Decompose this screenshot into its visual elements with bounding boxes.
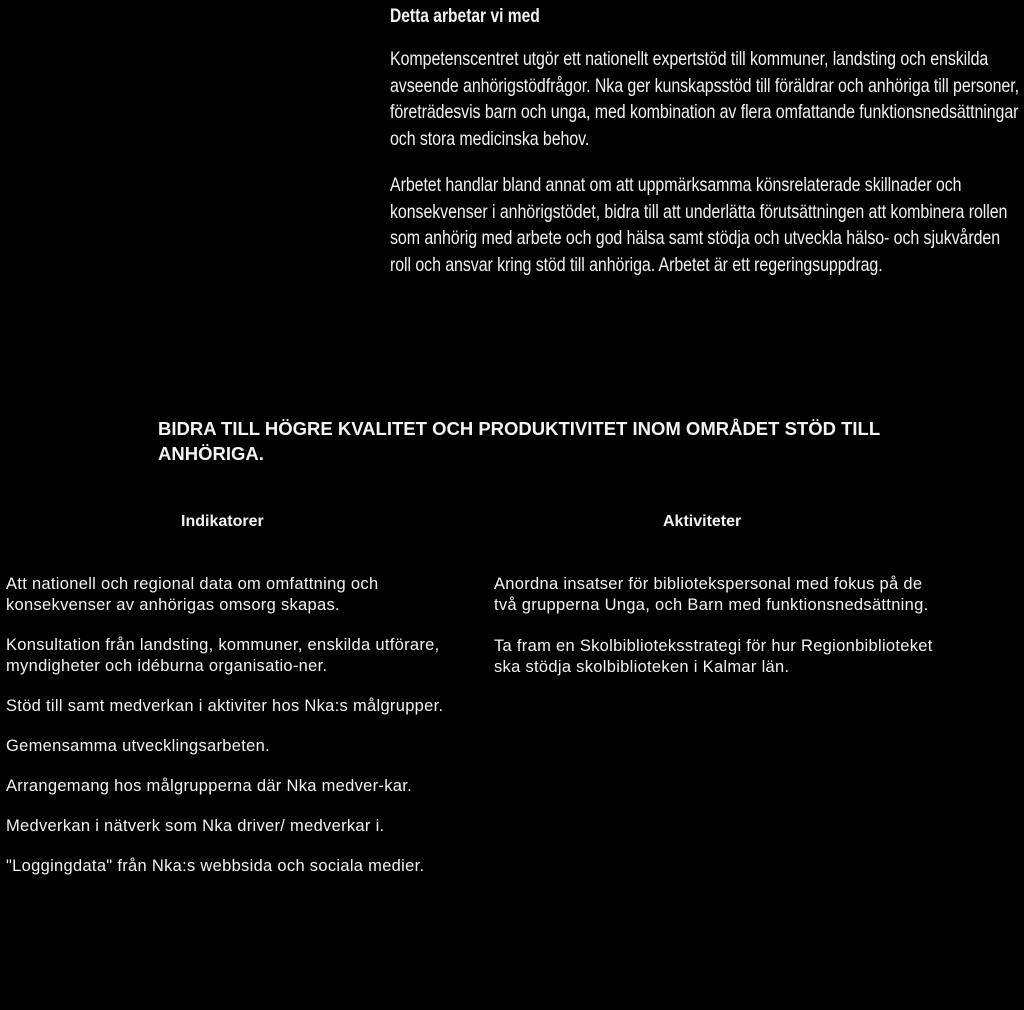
indicator-item: Medverkan i nätverk som Nka driver/ medverkar i. xyxy=(6,817,385,835)
indicator-item: Stöd till samt medverkan i aktiviter hos Nka:s målgrupper. xyxy=(6,697,444,715)
goal-heading: BIDRA TILL HÖGRE KVALITET OCH PRODUKTIVITET INOM OMRÅDET STÖD TILL ANHÖRIGA. xyxy=(158,418,880,464)
indicator-item: Att nationell och regional data om omfattning och konsekvenser av anhörigas omsorg skapas. xyxy=(6,575,379,614)
activity-item: Ta fram en Skolbiblioteksstrategi för hur Regionbiblioteket ska stödja skolbiblioteken i Kalmar län. xyxy=(494,637,933,676)
intro-paragraph: Arbetet handlar bland annat om att uppmärksamma könsrelaterade skillnader och konsekvenser i anhörigstödet, bidra till att underlätta förutsättningen att kombinera rollen som anhörig med arbete och god hälsa samt stödja och utveckla hälso- och sjukvården roll och ansvar kring stöd till anhöriga. Arbetet är ett regeringsuppdrag. xyxy=(390,174,1008,276)
activities-list xyxy=(494,574,934,698)
intro-paragraph: Kompetenscentret utgör ett nationellt expertstöd till kommuner, landsting och enskilda avseende anhörigstödfrågor. Nka ger kunskapsstöd till föräldrar och anhöriga till personer, företrädesvis barn och unga, med kombination av flera omfattande funktionsnedsättningar och stora medicinska behov. xyxy=(390,48,1019,150)
intro-section xyxy=(390,4,1020,298)
activities-heading: Aktiviteter xyxy=(663,513,742,530)
indicators-heading: Indikatorer xyxy=(181,513,264,530)
intro-heading: Detta arbetar vi med xyxy=(390,6,540,27)
indicator-item: Arrangemang hos målgrupperna där Nka medver-kar. xyxy=(6,777,413,795)
indicator-item: Konsultation från landsting, kommuner, enskilda utförare, myndigheter och idéburna organisatio-ner. xyxy=(6,636,440,675)
activity-item: Anordna insatser för bibliotekspersonal med fokus på de två grupperna Unga, och Barn med funktionsnedsättning. xyxy=(494,575,929,614)
indicator-item: Gemensamma utvecklingsarbeten. xyxy=(6,737,270,755)
indicators-list xyxy=(6,574,476,896)
indicator-item: "Loggingdata" från Nka:s webbsida och sociala medier. xyxy=(6,857,425,875)
